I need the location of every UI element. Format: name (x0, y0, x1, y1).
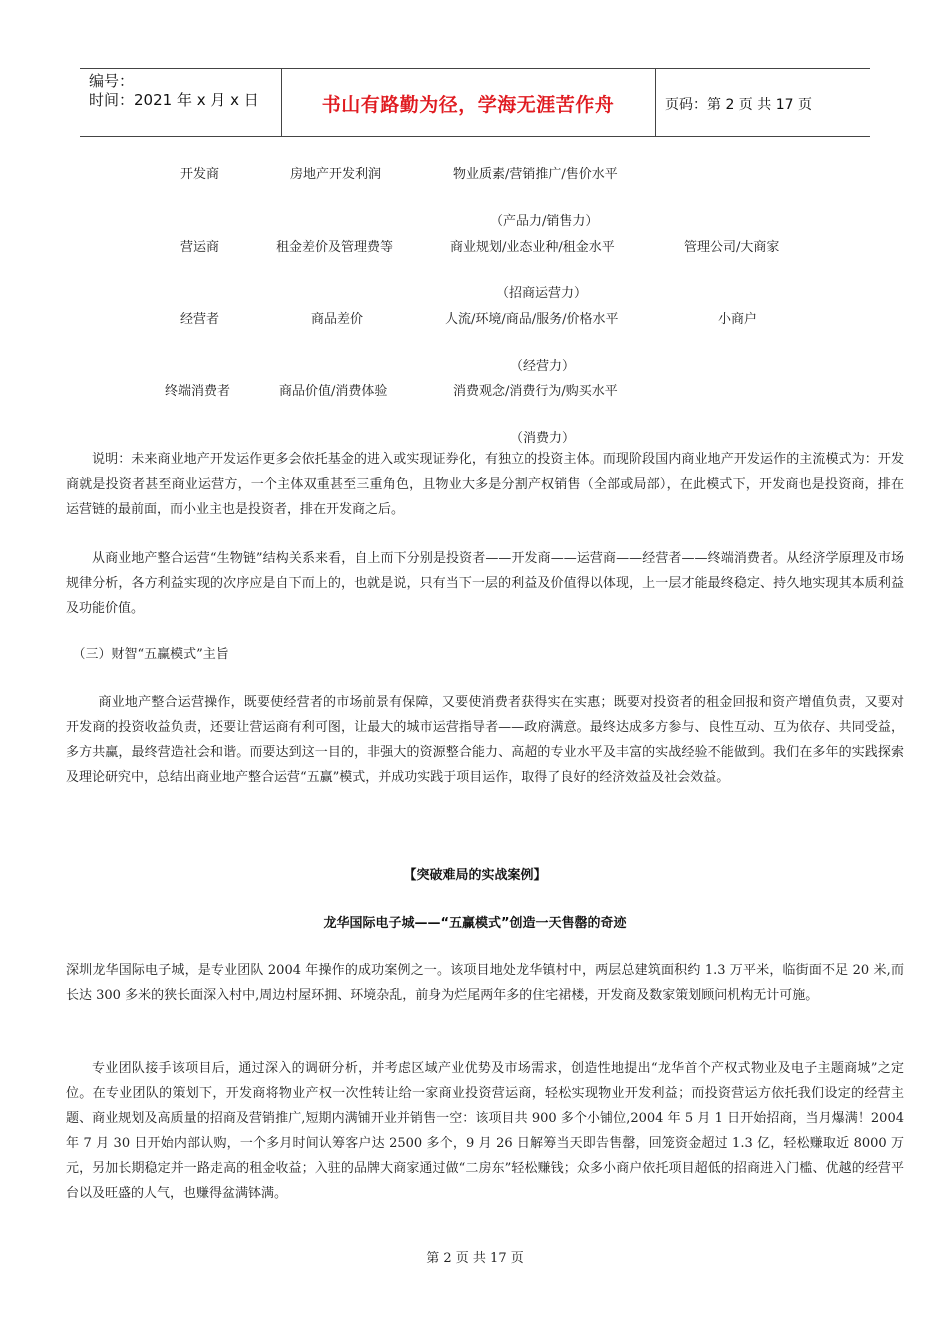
case-title: 龙华国际电子城——“五赢模式”创造一天售罄的奇迹 (323, 916, 627, 931)
header-meta (89, 72, 259, 110)
header-bottom-rule (80, 136, 870, 137)
table-row-3-role: 经营者 (180, 312, 220, 327)
header-divider-right (655, 68, 656, 136)
table-row-4-profit: 商品价值/消费体验 (279, 384, 388, 399)
header-motto: 书山有路勤为径，学海无涯苦作舟 (321, 94, 615, 116)
document-number-label: 编号： (89, 72, 135, 90)
paragraph-explanation: 说明：未来商业地产开发运作更多会依托基金的进入或实现证券化，有独立的投资主体。而现阶段国内商业地产开发运作的主流模式为：开发商就是投资者甚至商业运营方，一个主体双重甚至三重角色，且物业大多是分割产权销售（全部或局部），在此模式下，开发商也是投资商，排在运营链的最前面，而小业主也是投资者，排在开发商之后。 (66, 452, 904, 517)
table-row-2-factors: 商业规划/业态业种/租金水平 (450, 240, 615, 255)
paragraph-five-win: 商业地产整合运营操作，既要使经营者的市场前景有保障，又要使消费者获得实在实惠；既要对投资者的租金回报和资产增值负责，又要对开发商的投资收益负责，还要让营运商有利可图，让最大的城市运营指导者——政府满意。最终达成多方参与、良性互动、互为依存、共同受益，多方共赢，最终营造社会和谐。而要达到这一目的，非强大的资源整合能力、高超的专业水平及丰富的实战经验不能做到。我们在多年的实践探索及理论研究中，总结出商业地产整合运营“五赢”模式，并成功实践于项目运作，取得了良好的经济效益及社会效益。 (66, 695, 904, 785)
table-note-2: （招商运营力） (496, 286, 588, 301)
header-top-rule (80, 68, 870, 69)
page-footer: 第 2 页 共 17 页 (426, 1251, 524, 1266)
table-row-1-role: 开发商 (180, 167, 220, 182)
case-heading: 【突破难局的实战案例】 (403, 868, 547, 883)
table-note-3: （经营力） (510, 359, 576, 374)
table-row-1-factors: 物业质素/营销推广/售价水平 (453, 167, 618, 182)
table-row-3-factors: 人流/环境/商品/服务/价格水平 (445, 312, 619, 327)
table-row-3-profit: 商品差价 (311, 312, 364, 327)
header-page-info: 页码：第 2 页 共 17 页 (665, 97, 812, 113)
table-row-2-profit: 租金差价及管理费等 (276, 240, 394, 255)
table-note-4: （消费力） (510, 431, 576, 446)
table-row-1-profit: 房地产开发利润 (290, 167, 382, 182)
table-row-2-role: 营运商 (180, 240, 220, 255)
section-heading-five-win: （三）财智“五赢模式”主旨 (72, 647, 229, 662)
table-note-1: （产品力/销售力） (490, 214, 599, 229)
paragraph-biological-chain: 从商业地产整合运营“生物链”结构关系来看，自上而下分别是投资者——开发商——运营商——经营者——终端消费者。从经济学原理及市场规律分析，各方利益实现的次序应是自下而上的，也就是说，只有当下一层的利益及价值得以体现，上一层才能最终稳定、持久地实现其本质利益及功能价值。 (66, 551, 904, 616)
document-time-label: 时间：2021 年 x 月 x 日 (89, 91, 259, 109)
paragraph-case-intro: 深圳龙华国际电子城，是专业团队 2004 年操作的成功案例之一。该项目地处龙华镇村中，两层总建筑面积约 1.3 万平米，临街面不足 20 米,而长达 300 多米的狭长面深入村中,周边村屋环拥、环境杂乱，前身为烂尾两年多的住宅裙楼，开发商及数家策划顾问机构无计可施。 (66, 963, 904, 1003)
table-row-2-example: 管理公司/大商家 (684, 240, 780, 255)
paragraph-case-detail: 专业团队接手该项目后，通过深入的调研分析，并考虑区域产业优势及市场需求，创造性地提出“龙华首个产权式物业及电子主题商城”之定位。在专业团队的策划下，开发商将物业产权一次性转让给一家商业投资营运商，轻松实现物业开发利益；而投资营运方依托我们设定的经营主题、商业规划及高质量的招商及营销推广,短期内满铺开业并销售一空：该项目共 900 多个小铺位,2004 年 5 月 1 日开始招商，当月爆满！2004 年 7 月 30 日开始内部认购，一个多月时间认筹客户达 2500 多个，9 月 26 日解筹当天即告售罄，回笼资金超过 1.3 亿，轻松赚取近 8000 万元，另加长期稳定并一路走高的租金收益；入驻的品牌大商家通过做“二房东”轻松赚钱；众多小商户依托项目超低的招商进入门槛、优越的经营平台以及旺盛的人气，也赚得盆满钵满。 (66, 1061, 904, 1201)
table-row-4-factors: 消费观念/消费行为/购买水平 (453, 384, 618, 399)
table-row-4-role: 终端消费者 (165, 384, 231, 399)
table-row-3-example: 小商户 (718, 312, 758, 327)
